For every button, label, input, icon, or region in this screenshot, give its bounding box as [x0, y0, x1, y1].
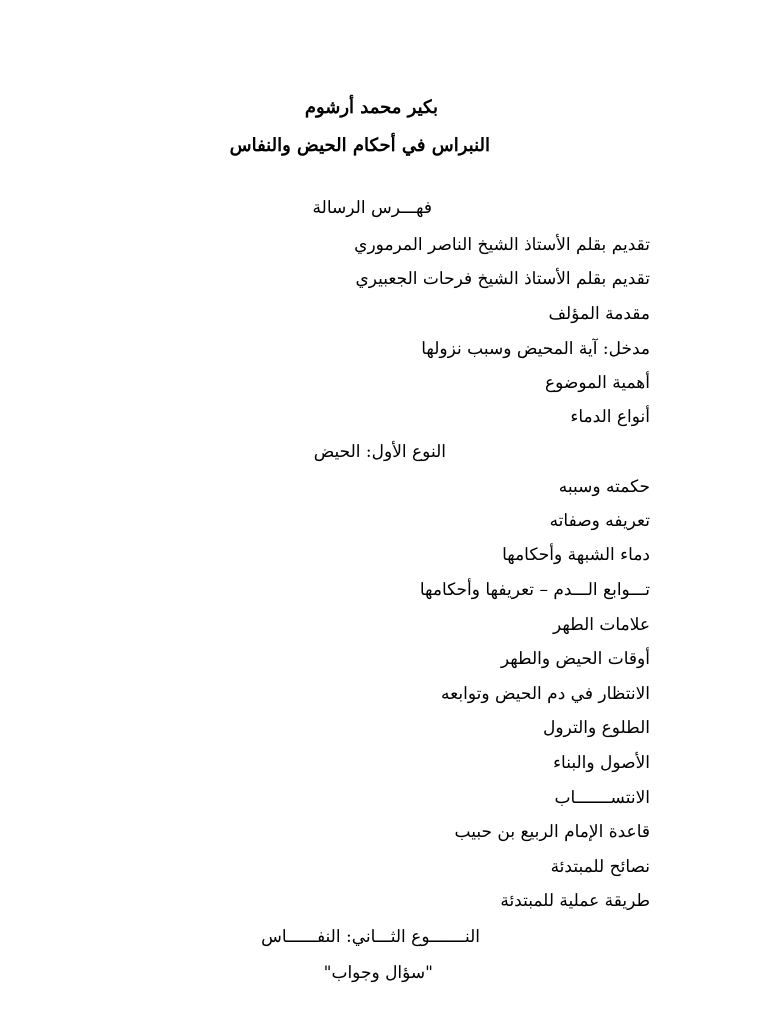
section-subheading: "سؤال وجواب"	[323, 963, 433, 983]
toc-item: تقديم بقلم الأستاذ الشيخ الناصر المرموري	[354, 235, 650, 255]
toc-item: قاعدة الإمام الربيع بن حبيب	[454, 822, 650, 842]
toc-item: تعريفه وصفاته	[549, 511, 650, 531]
toc-item: حكمته وسببه	[558, 477, 650, 497]
toc-heading: فهـــرس الرسالة	[312, 198, 432, 218]
toc-item: مدخل: آية المحيض وسبب نزولها	[421, 339, 650, 359]
author-name: بكير محمد أرشوم	[304, 97, 438, 118]
toc-item: أنواع الدماء	[570, 407, 650, 427]
toc-item: أهمية الموضوع	[544, 373, 650, 393]
toc-item: طريقة عملية للمبتدئة	[500, 891, 650, 911]
toc-item: الانتظار في دم الحيض وتوابعه	[441, 684, 650, 704]
section-heading: النـــــــوع الثـــاني: النفــــــاس	[261, 927, 480, 947]
toc-item: مقدمة المؤلف	[548, 304, 650, 324]
toc-item: دماء الشبهة وأحكامها	[502, 545, 650, 565]
toc-item: الأصول والبناء	[553, 753, 650, 773]
section-heading: النوع الأول: الحيض	[313, 442, 446, 462]
toc-item: تقديم بقلم الأستاذ الشيخ فرحات الجعبيري	[355, 269, 650, 289]
toc-item: تـــوابع الـــدم – تعريفها وأحكامها	[419, 580, 650, 600]
toc-item: علامات الطهر	[552, 615, 650, 635]
toc-item: الطلوع والترول	[543, 718, 650, 738]
toc-item: الانتســـــــاب	[554, 788, 650, 808]
book-title: النبراس في أحكام الحيض والنفاس	[229, 135, 490, 156]
toc-item: نصائح للمبتدئة	[550, 857, 650, 877]
toc-item: أوقات الحيض والطهر	[500, 649, 650, 669]
